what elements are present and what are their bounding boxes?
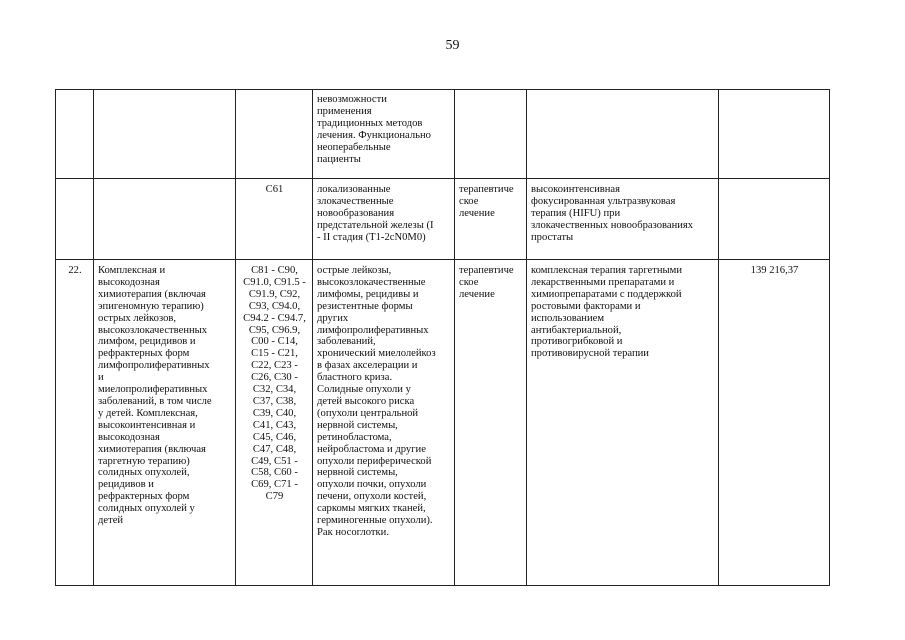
row-number-cell	[56, 179, 94, 260]
patient-model-cell: острые лейкозы, высокозлокачественные лимфомы, рецидивы и резистентные формы других лимфопролиферативных заболеваний, хронический миелолейкоз в фазах акселерации и бластного криза. Солидные опухоли у детей высокого риска (опухоли центральной нервной системы, ретинобластома, нейробластома и другие опухоли периферической нервной системы, опухоли почки, опухоли печени, опухоли костей, саркомы мягких тканей, герминогенные опухоли). Рак носоглотки.	[313, 260, 455, 586]
treatment-type-cell: терапевтиче ское лечение	[455, 179, 527, 260]
care-type-cell	[94, 179, 236, 260]
table-row	[56, 90, 830, 179]
medical-care-table	[55, 89, 830, 586]
treatment-type-cell: терапевтиче ское лечение	[455, 260, 527, 586]
patient-model-cell: невозможности применения традиционных методов лечения. Функционально неоперабельные пациенты	[313, 90, 455, 179]
icd-codes-cell	[236, 90, 313, 179]
icd-codes-cell: C61	[236, 179, 313, 260]
cost-cell	[719, 90, 830, 179]
row-number-cell: 22.	[56, 260, 94, 586]
care-type-cell: Комплексная и высокодозная химиотерапия (включая эпигеномную терапию) острых лейкозов, высокозлокачественных лимфом, рецидивов и рефрактерных форм лимфопролиферативных и миелопролиферативных заболеваний, в том числе у детей. Комплексная, высокоинтенсивная и высокодозная химиотерапия (включая таргетную терапию) солидных опухолей, рецидивов и рефрактерных форм солидных опухолей у детей	[94, 260, 236, 586]
cost-cell	[719, 179, 830, 260]
page-number: 59	[445, 38, 460, 53]
patient-model-cell: локализованные злокачественные новообразования предстательной железы (I - II стадия (T1-2cN0M0)	[313, 179, 455, 260]
treatment-method-cell	[527, 90, 719, 179]
care-type-cell	[94, 90, 236, 179]
row-number-cell	[56, 90, 94, 179]
treatment-type-cell	[455, 90, 527, 179]
table-row	[56, 179, 830, 260]
treatment-method-cell: высокоинтенсивная фокусированная ультразвуковая терапия (HIFU) при злокачественных новообразованиях простаты	[527, 179, 719, 260]
table-row	[56, 260, 830, 586]
treatment-method-cell: комплексная терапия таргетными лекарственными препаратами и химиопрепаратами с поддержкой ростовыми факторами и использованием антибактериальной, противогрибковой и противовирусной терапии	[527, 260, 719, 586]
cost-cell: 139 216,37	[719, 260, 830, 586]
icd-codes-cell: C81 - C90, C91.0, C91.5 - C91.9, C92, C93, C94.0, C94.2 - C94.7, C95, C96.9, C00 - C14, C15 - C21, C22, C23 - C26, C30 - C32, C34, C37, C38, C39, C40, C41, C43, C45, C46, C47, C48, C49, C51 - C58, C60 - C69, C71 - C79	[236, 260, 313, 586]
